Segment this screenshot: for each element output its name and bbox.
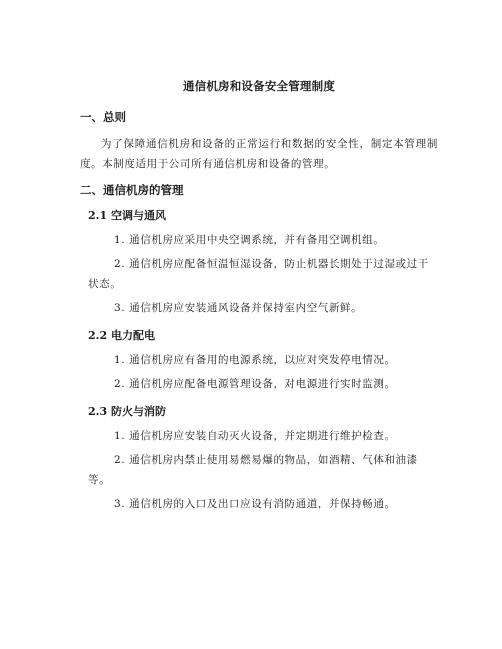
subsection-heading: 2.1 空调与通风 <box>88 209 166 222</box>
document-title: 通信机房和设备安全管理制度 <box>182 79 336 93</box>
list-item: 3. 通信机房应安装通风设备并保持室内空气新鲜。 <box>114 302 363 314</box>
subsection-power <box>80 328 438 394</box>
section-paragraph-general: 为了保障通信机房和设备的正常运行和数据的安全性，制定本管理制度。本制度适用于公司所有通信机房和设备的管理。 <box>80 138 438 170</box>
list-item: 1. 通信机房应有备用的电源系统，以应对突发停电情况。 <box>114 354 396 366</box>
section-heading-general: 一、总则 <box>80 110 126 124</box>
list-item: 2. 通信机房应配备恒温恒湿设备，防止机器长期处于过湿或过干状态。 <box>88 258 429 290</box>
subsection-heading: 2.3 防火与消防 <box>88 405 166 418</box>
subsection-heading: 2.2 电力配电 <box>88 329 155 342</box>
list-item: 1. 通信机房应采用中央空调系统，并有备用空调机组。 <box>114 234 385 246</box>
subsection-air-conditioning <box>80 208 438 318</box>
list-item: 1. 通信机房应安装自动灭火设备，并定期进行维护检查。 <box>114 430 396 442</box>
section-heading-room-management: 二、通信机房的管理 <box>80 183 184 197</box>
list-item: 2. 通信机房内禁止使用易燃易爆的物品，如酒精、气体和油漆等。 <box>88 454 418 486</box>
subsection-fire-protection <box>80 404 438 514</box>
list-item: 2. 通信机房应配备电源管理设备，对电源进行实时监测。 <box>114 378 396 390</box>
list-item: 3. 通信机房的入口及出口应设有消防通道，并保持畅通。 <box>114 498 396 510</box>
